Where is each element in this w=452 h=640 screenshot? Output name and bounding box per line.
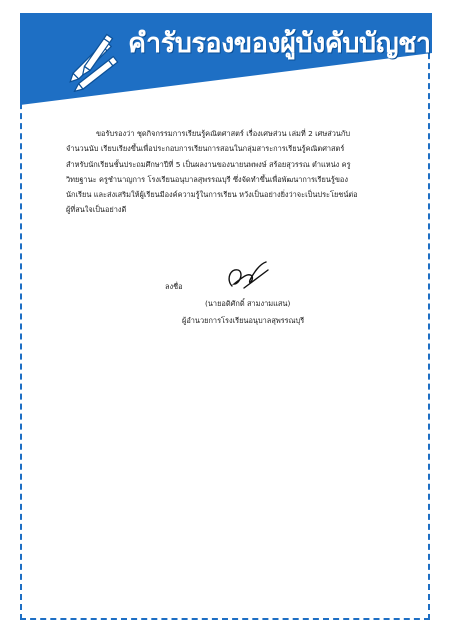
text-line: นักเรียน และส่งเสริมให้ผู้เรียนมีองค์ความรู้ในการเรียน หวังเป็นอย่างยิ่งว่าจะเป็นประโยชน์ต่อ bbox=[66, 190, 358, 200]
signer-name: (นายอดิศักดิ์ สามงามแสน) bbox=[205, 299, 291, 308]
text-line: วิทยฐานะ ครูชำนาญการ โรงเรียนอนุบาลสุพรรณบุรี ซึ่งจัดทำขึ้นเพื่อพัฒนาการเรียนรู้ของ bbox=[66, 174, 348, 184]
text-line: ผู้ที่สนใจเป็นอย่างดี bbox=[66, 205, 127, 215]
text-line: สำหรับนักเรียนชั้นประถมศึกษาปีที่ 5 เป็นผลงานของนายนพพงษ์ สร้อยสุวรรณ ตำแหน่ง ครู bbox=[66, 159, 351, 169]
certification-text bbox=[66, 126, 396, 218]
signature-label: ลงชื่อ bbox=[165, 282, 183, 291]
text-line: ขอรับรองว่า ชุดกิจกรรมการเรียนรู้คณิตศาสตร์ เรื่องเศษส่วน เล่มที่ 2 เศษส่วนกับ bbox=[96, 129, 351, 138]
text-line: จำนวนนับ เรียบเรียงขึ้นเพื่อประกอบการเรียนการสอนในกลุ่มสาระการเรียนรู้คณิตศาสตร์ bbox=[66, 144, 345, 154]
page-title: คำรับรองของผู้บังคับบัญชา bbox=[128, 28, 431, 59]
handwritten-signature bbox=[222, 258, 272, 294]
pencils-icon bbox=[60, 22, 130, 92]
signer-position: ผู้อำนวยการโรงเรียนอนุบาลสุพรรณบุรี bbox=[182, 316, 305, 325]
